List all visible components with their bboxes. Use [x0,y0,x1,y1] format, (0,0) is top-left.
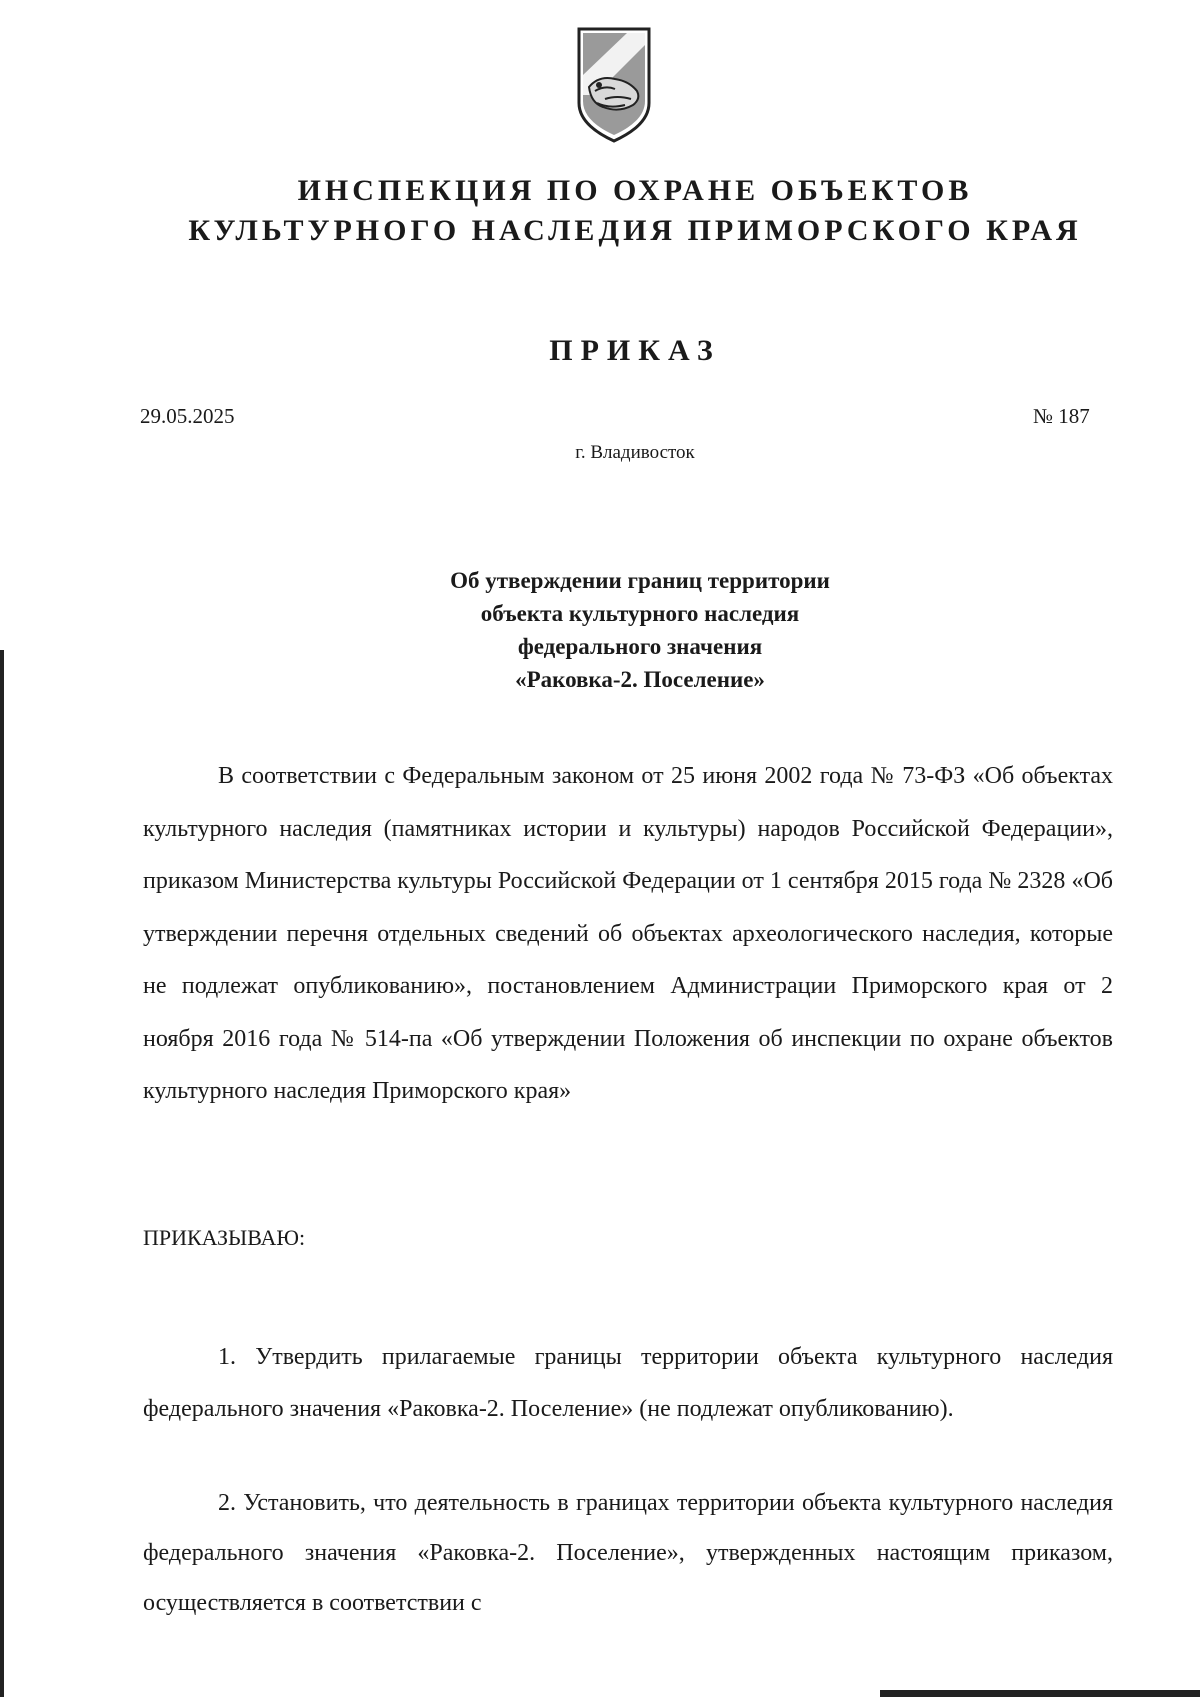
organization-name-line2: КУЛЬТУРНОГО НАСЛЕДИЯ ПРИМОРСКОГО КРАЯ [188,214,1082,247]
subject-line: Об утверждении границ территории [450,568,830,593]
document-number: № 187 [1033,404,1090,428]
document-subject [0,564,1200,696]
document-type-title: ПРИКАЗ [549,334,721,367]
legal-basis-paragraph: В соответствии с Федеральным законом от 25 июня 2002 года № 73-ФЗ «Об объектах культурного наследия (памятниках истории и культуры) народов Российской Федерации», приказом Министерства культуры Российской Федерации от 1 сентября 2015 года № 2328 «Об утверждении перечня отдельных сведений об объектах археологического наследия, которые не подлежат опубликованию», постановлением Администрации Приморского края от 2 ноября 2016 года № 514-па «Об утверждении Положения об инспекции по охране объектов культурного наследия Приморского края» [143,763,1113,1104]
subject-line: объекта культурного наследия [480,601,800,626]
order-item-1: 1. Утвердить прилагаемые границы территории объекта культурного наследия федерального значения «Раковка-2. Поселение» (не подлежат опубликованию). [143,1344,1113,1422]
order-item-2: 2. Установить, что деятельность в границах территории объекта культурного наследия федерального значения «Раковка-2. Поселение», утвержденных настоящим приказом, осуществляется в соответствии с [143,1490,1113,1616]
coat-of-arms-emblem [575,25,653,145]
document-date: 29.05.2025 [140,404,235,428]
scan-edge-bottom [880,1690,1200,1697]
document-city: г. Владивосток [575,442,695,463]
subject-line: «Раковка-2. Поселение» [515,667,765,692]
scan-edge-left [0,650,4,1697]
subject-line: федерального значения [517,634,763,659]
organization-name-line1: ИНСПЕКЦИЯ ПО ОХРАНЕ ОБЪЕКТОВ [297,174,973,207]
orders-label: ПРИКАЗЫВАЮ: [143,1225,306,1250]
